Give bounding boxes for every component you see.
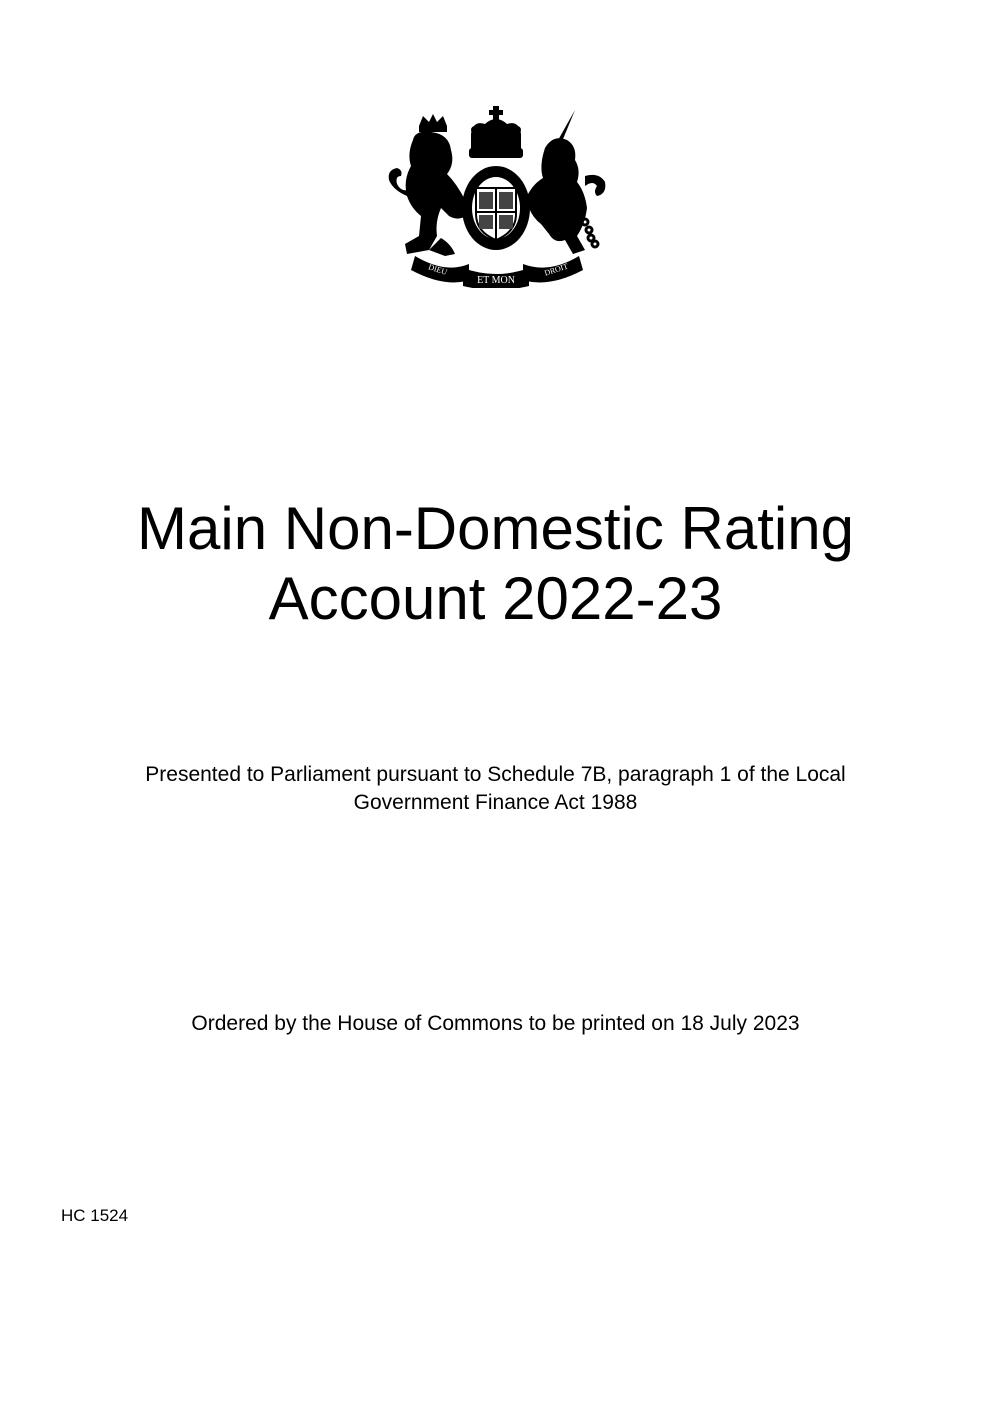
svg-text:DROIT: DROIT xyxy=(543,261,570,278)
document-title xyxy=(0,494,991,634)
ordered-statement: Ordered by the House of Commons to be printed on 18 July 2023 xyxy=(191,1012,800,1035)
royal-coat-of-arms-icon xyxy=(385,104,609,288)
hc-number: HC 1524 xyxy=(61,1206,129,1225)
title-line-1: Main Non-Domestic Rating xyxy=(137,495,854,562)
presented-line-2: Government Finance Act 1988 xyxy=(353,791,638,814)
svg-text:DIEU: DIEU xyxy=(427,262,449,277)
svg-text:ET MON: ET MON xyxy=(477,275,515,286)
presented-line-1: Presented to Parliament pursuant to Schedule 7B, paragraph 1 of the Local xyxy=(145,763,846,786)
presented-statement xyxy=(80,761,911,817)
title-line-2: Account 2022-23 xyxy=(268,565,723,632)
